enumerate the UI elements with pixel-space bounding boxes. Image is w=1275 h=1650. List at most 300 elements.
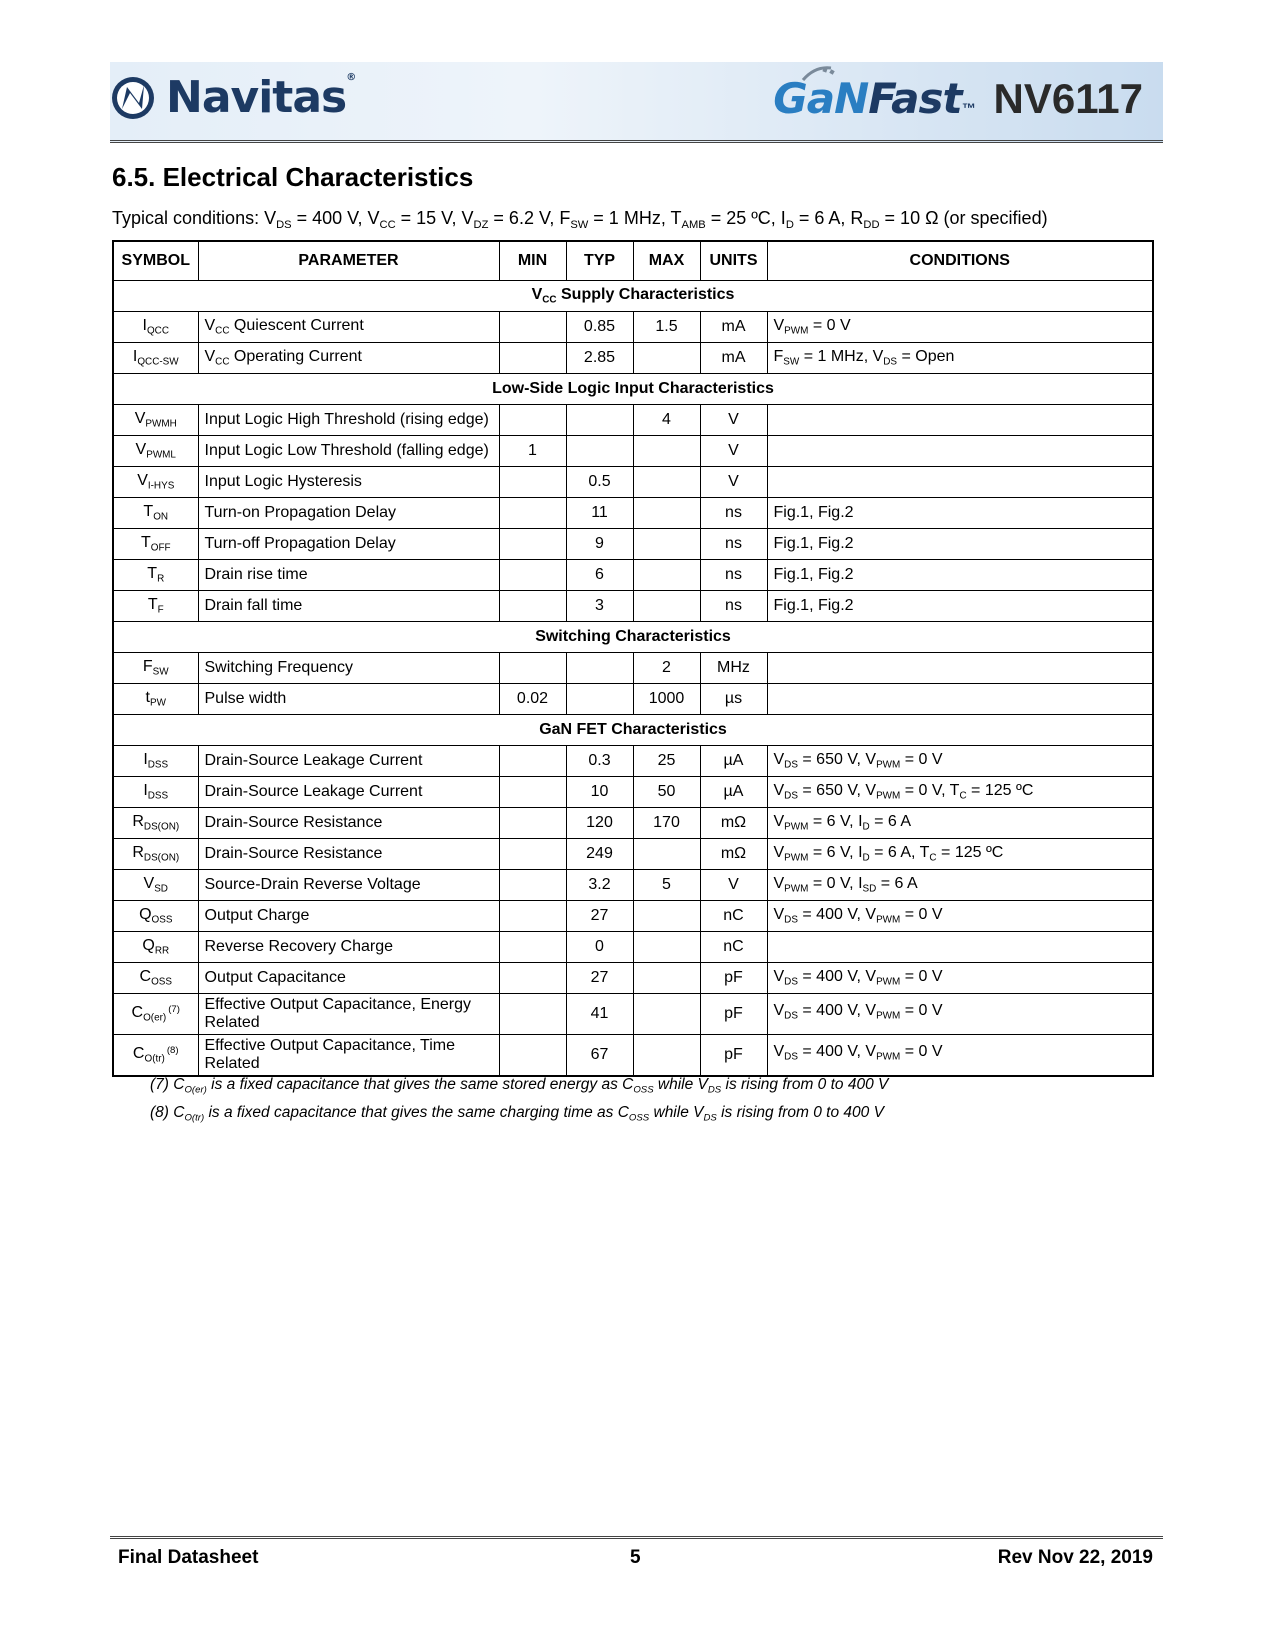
symbol-text: T: [143, 503, 154, 521]
typ-value: 0.5: [566, 467, 633, 498]
parameter-cell: [198, 312, 499, 343]
parameter-cell: [198, 994, 499, 1035]
min-value: 0.02: [499, 684, 566, 715]
symbol-sub: F: [157, 604, 164, 616]
condition-sub: PWM: [876, 1051, 901, 1063]
parameter-text: Input Logic Hysteresis: [204, 473, 362, 490]
parameter-text: Operating Current: [229, 348, 362, 366]
typ-value: 3: [566, 591, 633, 622]
conditions-cell: [767, 436, 1153, 467]
min-value: [499, 653, 566, 684]
parameter-cell: [198, 467, 499, 498]
condition-text: Fig.1, Fig.2: [773, 504, 854, 521]
condition-text: = 125 ºC: [936, 844, 1004, 862]
symbol-text: t: [145, 689, 150, 707]
parameter-text: Input Logic Low Threshold (falling edge): [204, 442, 489, 459]
parameter-cell: [198, 901, 499, 932]
max-value: [633, 436, 700, 467]
min-value: [499, 808, 566, 839]
condition-sub: PWM: [876, 759, 901, 771]
table-row: [113, 467, 1153, 498]
condition-text: Fig.1, Fig.2: [773, 566, 854, 583]
units-value: nC: [700, 932, 767, 963]
symbol-cell: [113, 746, 198, 777]
symbol-cell: [113, 994, 198, 1035]
brand-trademark: ™: [961, 100, 976, 116]
parameter-text: Turn-off Propagation Delay: [204, 535, 396, 552]
symbol-cell: [113, 870, 198, 901]
min-value: [499, 560, 566, 591]
max-value: [633, 467, 700, 498]
parameter-prefix: V: [204, 348, 216, 366]
table-row: [113, 839, 1153, 870]
page-footer: [110, 1536, 1163, 1568]
max-value: [633, 839, 700, 870]
typ-value: 0: [566, 932, 633, 963]
symbol-sub: O(er): [143, 1012, 167, 1024]
table-row: [113, 901, 1153, 932]
parameter-text: Switching Frequency: [204, 659, 354, 676]
condition-text: V: [773, 317, 785, 335]
condition-text: = 6 A: [876, 875, 918, 893]
condition-sub: DS: [784, 1051, 798, 1063]
condition-sub: SW: [783, 356, 800, 368]
min-value: [499, 932, 566, 963]
condition-sub: D: [862, 821, 870, 833]
max-value: [633, 1035, 700, 1077]
conditions-cell: [767, 777, 1153, 808]
header-units: UNITS: [700, 241, 767, 281]
symbol-cell: [113, 436, 198, 467]
symbol-text: T: [147, 596, 158, 614]
symbol-sub: PWML: [146, 449, 176, 461]
table-row: [113, 343, 1153, 374]
conditions-cell: [767, 808, 1153, 839]
parameter-cell: [198, 777, 499, 808]
parameter-cell: [198, 529, 499, 560]
symbol-cell: [113, 560, 198, 591]
max-value: [633, 591, 700, 622]
symbol-sub: OSS: [151, 914, 173, 926]
symbol-text: I: [143, 782, 148, 800]
condition-sub: C: [929, 852, 937, 864]
units-value: µA: [700, 777, 767, 808]
units-value: nC: [700, 901, 767, 932]
parameter-sub: CC: [215, 356, 230, 368]
max-value: 4: [633, 405, 700, 436]
symbol-sub: DSS: [147, 759, 169, 771]
section-row-gan: [113, 715, 1153, 746]
max-value: [633, 994, 700, 1035]
symbol-cell: [113, 498, 198, 529]
typ-value: 120: [566, 808, 633, 839]
conditions-cell: [767, 684, 1153, 715]
max-value: [633, 343, 700, 374]
table-row: [113, 591, 1153, 622]
symbol-sub: DS(ON): [143, 821, 180, 833]
ganfast-swoosh-icon: [801, 64, 841, 82]
section-label-sub: CC: [542, 294, 557, 306]
condition-sub: PWM: [876, 790, 901, 802]
table-row: [113, 1035, 1153, 1077]
max-value: 1.5: [633, 312, 700, 343]
units-value: pF: [700, 1035, 767, 1077]
condition-sub: PWM: [876, 914, 901, 926]
header-parameter: PARAMETER: [198, 241, 499, 281]
parameter-text: Drain-Source Resistance: [204, 814, 383, 831]
typ-value: [566, 684, 633, 715]
symbol-text: Q: [142, 937, 155, 955]
symbol-text: R: [132, 813, 144, 831]
parameter-text: Turn-on Propagation Delay: [204, 504, 397, 521]
condition-sub: DS: [784, 976, 798, 988]
symbol-cell: [113, 901, 198, 932]
min-value: [499, 1035, 566, 1077]
navitas-logo: [110, 72, 355, 123]
page-header: [110, 62, 1163, 143]
section-label-rest: Supply Characteristics: [556, 286, 735, 304]
condition-text: V: [773, 813, 785, 831]
parameter-text: Effective Output Capacitance, Energy Related: [204, 996, 472, 1031]
table-row: [113, 529, 1153, 560]
section-row-vcc: [113, 281, 1153, 312]
max-value: [633, 498, 700, 529]
symbol-text: T: [147, 565, 158, 583]
symbol-footnote-ref: (8): [166, 1044, 179, 1056]
symbol-text: T: [140, 534, 151, 552]
section-label: Switching Characteristics: [535, 628, 731, 645]
parameter-cell: [198, 963, 499, 994]
typ-value: 3.2: [566, 870, 633, 901]
condition-sub: PWM: [784, 852, 809, 864]
symbol-cell: [113, 312, 198, 343]
symbol-sub: O(tr): [144, 1053, 165, 1065]
footer-doc-status: Final Datasheet: [118, 1547, 259, 1568]
table-row: [113, 684, 1153, 715]
conditions-cell: [767, 529, 1153, 560]
table-header-row: [113, 241, 1153, 281]
table-row: [113, 808, 1153, 839]
typ-value: 27: [566, 901, 633, 932]
table-row: [113, 436, 1153, 467]
section-title-cell: [113, 622, 1153, 653]
table-row: [113, 932, 1153, 963]
condition-text: = 0 V: [900, 751, 943, 769]
symbol-text: C: [132, 1044, 145, 1062]
section-row-logic: [113, 374, 1153, 405]
symbol-sub: DSS: [147, 790, 169, 802]
section-title-cell: [113, 715, 1153, 746]
symbol-sub: OSS: [151, 976, 172, 988]
typ-value: [566, 653, 633, 684]
condition-sub: DS: [784, 759, 798, 771]
parameter-text: Pulse width: [204, 690, 287, 707]
units-value: µs: [700, 684, 767, 715]
section-title: 6.5. Electrical Characteristics: [112, 162, 474, 192]
footer-page-number: 5: [630, 1547, 641, 1568]
symbol-cell: [113, 405, 198, 436]
condition-text: V: [773, 875, 785, 893]
typ-value: 6: [566, 560, 633, 591]
condition-text: = 6 V, I: [808, 844, 863, 862]
typ-value: 9: [566, 529, 633, 560]
min-value: [499, 467, 566, 498]
conditions-cell: [767, 746, 1153, 777]
condition-text: = 0 V: [900, 906, 943, 924]
header-typ: TYP: [566, 241, 633, 281]
units-value: V: [700, 436, 767, 467]
units-value: mΩ: [700, 808, 767, 839]
condition-text: = 400 V, V: [797, 1002, 877, 1020]
brand-fast: Fast: [868, 74, 962, 123]
symbol-text: V: [135, 441, 147, 459]
condition-sub: PWM: [784, 325, 809, 337]
symbol-text: V: [143, 875, 155, 893]
parameter-cell: [198, 436, 499, 467]
conditions-cell: [767, 870, 1153, 901]
conditions-cell: [767, 343, 1153, 374]
condition-sub: DS: [784, 1010, 798, 1022]
typ-value: [566, 436, 633, 467]
symbol-sub: SW: [152, 666, 169, 678]
typ-value: 0.3: [566, 746, 633, 777]
typ-value: 41: [566, 994, 633, 1035]
conditions-cell: [767, 405, 1153, 436]
units-value: ns: [700, 529, 767, 560]
min-value: [499, 963, 566, 994]
units-value: µA: [700, 746, 767, 777]
parameter-text: Drain rise time: [204, 566, 308, 583]
table-row: [113, 498, 1153, 529]
parameter-cell: [198, 498, 499, 529]
table-row: [113, 560, 1153, 591]
condition-sub: PWM: [876, 976, 901, 988]
condition-text: = 0 V: [808, 317, 851, 335]
condition-text: Fig.1, Fig.2: [773, 535, 854, 552]
min-value: [499, 839, 566, 870]
min-value: [499, 529, 566, 560]
parameter-cell: [198, 746, 499, 777]
symbol-text: I: [132, 348, 138, 366]
parameter-text: Drain-Source Leakage Current: [204, 752, 423, 769]
condition-text: = 6 A, T: [869, 844, 930, 862]
symbol-cell: [113, 591, 198, 622]
part-number: NV6117: [993, 75, 1143, 122]
conditions-cell: [767, 653, 1153, 684]
conditions-cell: [767, 591, 1153, 622]
units-value: mΩ: [700, 839, 767, 870]
symbol-cell: [113, 529, 198, 560]
parameter-cell: [198, 405, 499, 436]
table-row: [113, 870, 1153, 901]
symbol-sub: I-HYS: [147, 480, 175, 492]
symbol-sub: QCC: [146, 325, 169, 337]
parameter-cell: [198, 808, 499, 839]
conditions-cell: [767, 932, 1153, 963]
max-value: 50: [633, 777, 700, 808]
condition-text: V: [773, 751, 785, 769]
section-label: GaN FET Characteristics: [539, 721, 727, 738]
condition-sub: PWM: [784, 883, 809, 895]
conditions-cell: [767, 963, 1153, 994]
condition-sub: PWM: [876, 1010, 901, 1022]
symbol-cell: [113, 963, 198, 994]
condition-sub: C: [959, 790, 967, 802]
typ-value: 249: [566, 839, 633, 870]
typ-value: 0.85: [566, 312, 633, 343]
max-value: 1000: [633, 684, 700, 715]
brand-gan: GaN: [773, 74, 868, 123]
conditions-cell: [767, 467, 1153, 498]
max-value: [633, 560, 700, 591]
condition-text: = Open: [897, 348, 955, 366]
max-value: 2: [633, 653, 700, 684]
parameter-cell: [198, 560, 499, 591]
units-value: MHz: [700, 653, 767, 684]
header-conditions: CONDITIONS: [767, 241, 1153, 281]
symbol-text: V: [137, 472, 148, 490]
symbol-text: I: [143, 751, 148, 769]
conditions-cell: [767, 560, 1153, 591]
min-value: [499, 994, 566, 1035]
min-value: [499, 498, 566, 529]
ganfast-brand: [773, 74, 1143, 123]
header-symbol: SYMBOL: [113, 241, 198, 281]
parameter-text: Reverse Recovery Charge: [204, 938, 394, 955]
table-row: [113, 963, 1153, 994]
condition-text: = 0 V: [900, 968, 943, 986]
condition-text: = 400 V, V: [797, 906, 877, 924]
max-value: [633, 932, 700, 963]
condition-text: Fig.1, Fig.2: [773, 597, 854, 614]
max-value: 5: [633, 870, 700, 901]
units-value: pF: [700, 994, 767, 1035]
condition-text: V: [773, 906, 785, 924]
symbol-sub: ON: [153, 511, 169, 523]
parameter-text: Source-Drain Reverse Voltage: [204, 876, 421, 893]
condition-text: = 0 V, T: [900, 782, 960, 800]
max-value: [633, 529, 700, 560]
condition-text: = 0 V, I: [808, 875, 863, 893]
typ-value: 27: [566, 963, 633, 994]
section-title-cell: [113, 281, 1153, 312]
parameter-prefix: V: [204, 317, 216, 335]
conditions-cell: [767, 498, 1153, 529]
parameter-cell: [198, 591, 499, 622]
condition-text: V: [773, 1043, 785, 1061]
symbol-sub: OFF: [150, 542, 171, 554]
table-row: [113, 994, 1153, 1035]
condition-text: = 0 V: [900, 1002, 943, 1020]
footnote-8: (8) $C_{O(tr)}$ is a fixed capacitance that gives the same charging time as $C_{OSS}$ while $V_{DS}$ is rising from 0 to 400 V: [150, 1104, 884, 1124]
section-label: V: [531, 286, 543, 304]
symbol-footnote-ref: (7): [168, 1003, 180, 1015]
table-row: [113, 746, 1153, 777]
min-value: [499, 901, 566, 932]
symbol-sub: PWMH: [145, 418, 177, 430]
condition-text: V: [773, 1002, 785, 1020]
condition-text: V: [773, 782, 785, 800]
symbol-text: R: [132, 844, 144, 862]
max-value: 25: [633, 746, 700, 777]
min-value: [499, 777, 566, 808]
symbol-text: I: [142, 317, 147, 335]
conditions-cell: [767, 312, 1153, 343]
symbol-text: C: [131, 1003, 144, 1021]
navitas-emblem-icon: [110, 75, 156, 121]
parameter-text: Drain fall time: [204, 597, 303, 614]
min-value: [499, 591, 566, 622]
table-row: [113, 653, 1153, 684]
symbol-text: C: [139, 968, 152, 986]
condition-text: = 400 V, V: [797, 968, 877, 986]
condition-sub: PWM: [784, 821, 809, 833]
condition-text: = 650 V, V: [797, 751, 877, 769]
symbol-text: V: [134, 410, 146, 428]
symbol-cell: [113, 932, 198, 963]
symbol-sub: RR: [154, 945, 170, 957]
table-row: [113, 777, 1153, 808]
symbol-cell: [113, 808, 198, 839]
units-value: ns: [700, 498, 767, 529]
condition-text: = 400 V, V: [797, 1043, 877, 1061]
parameter-cell: [198, 684, 499, 715]
symbol-cell: [113, 684, 198, 715]
min-value: [499, 746, 566, 777]
min-value: [499, 405, 566, 436]
section-row-switching: [113, 622, 1153, 653]
parameter-cell: [198, 932, 499, 963]
condition-text: V: [773, 844, 785, 862]
navitas-wordmark: Navitas®: [166, 72, 356, 123]
units-value: ns: [700, 560, 767, 591]
max-value: 170: [633, 808, 700, 839]
parameter-text: Output Capacitance: [204, 969, 346, 986]
condition-sub: DS: [784, 914, 798, 926]
condition-sub: DS: [883, 356, 898, 368]
symbol-cell: [113, 653, 198, 684]
typ-value: 11: [566, 498, 633, 529]
min-value: [499, 343, 566, 374]
header-max: MAX: [633, 241, 700, 281]
typ-value: 67: [566, 1035, 633, 1077]
section-label: Low-Side Logic Input Characteristics: [492, 380, 774, 397]
parameter-text: Effective Output Capacitance, Time Related: [204, 1037, 455, 1072]
units-value: ns: [700, 591, 767, 622]
parameter-cell: [198, 839, 499, 870]
symbol-text: Q: [139, 906, 152, 924]
table-row: [113, 405, 1153, 436]
units-value: V: [700, 870, 767, 901]
parameter-cell: [198, 1035, 499, 1077]
electrical-characteristics-table: [112, 240, 1154, 1077]
footer-revision: Rev Nov 22, 2019: [997, 1547, 1153, 1568]
symbol-cell: [113, 467, 198, 498]
table-row: [113, 312, 1153, 343]
parameter-text: Drain-Source Leakage Current: [204, 783, 423, 800]
symbol-sub: DS(ON): [143, 852, 180, 864]
symbol-sub: QCC-SW: [137, 356, 179, 368]
condition-sub: DS: [784, 790, 798, 802]
condition-text: = 6 A: [869, 813, 912, 831]
parameter-text: Quiescent Current: [229, 317, 364, 335]
parameter-cell: [198, 343, 499, 374]
min-value: [499, 870, 566, 901]
parameter-text: Drain-Source Resistance: [204, 845, 383, 862]
min-value: [499, 312, 566, 343]
section-title-cell: [113, 374, 1153, 405]
symbol-cell: [113, 343, 198, 374]
